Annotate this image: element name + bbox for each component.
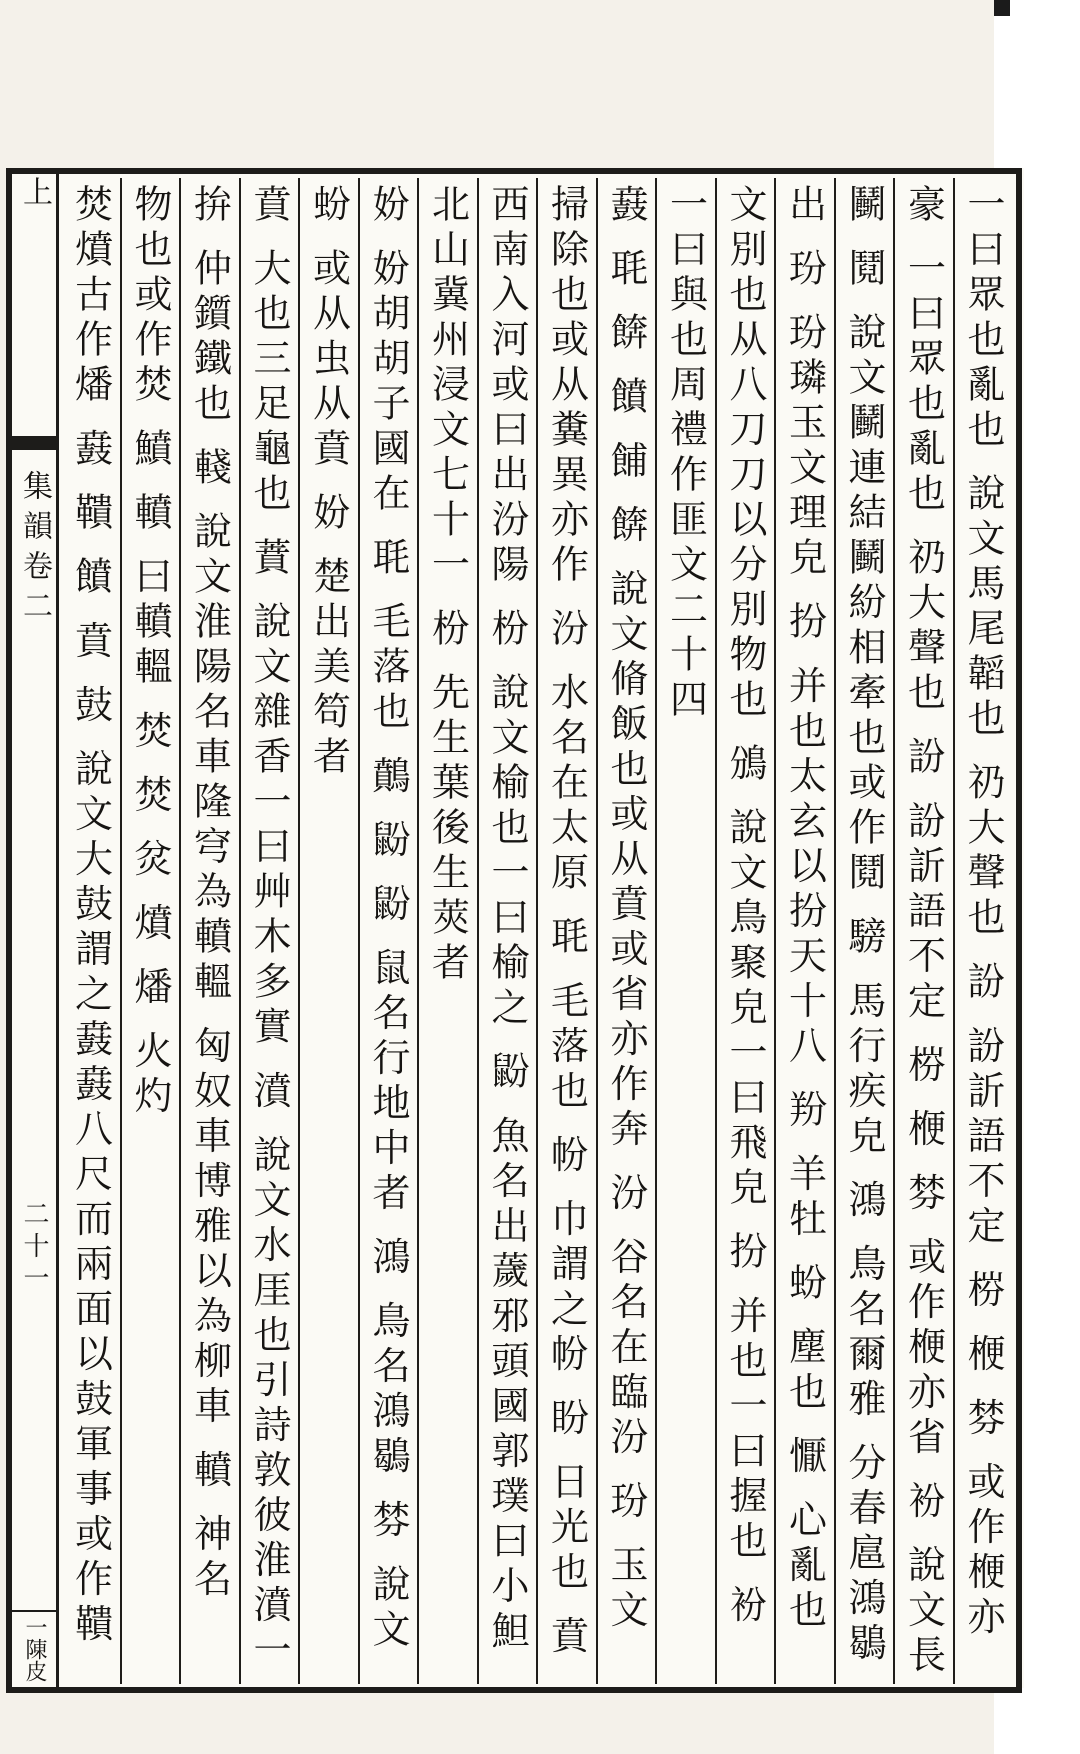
book-title: 集韻卷二 <box>17 470 52 630</box>
text-column-12: 蚡 或从虫从賁 妢 楚出美笱者 <box>298 178 358 1684</box>
frame-bottom-border <box>6 1687 1022 1693</box>
chapter-mark: 上 <box>17 176 52 214</box>
text-column-10: 北山冀州浸文七十一 枌 先生葉後生莢者 <box>417 178 477 1684</box>
text-column-14: 拚 仲鑕鐵也 輚 說文淮陽名車隆穹為轒轀 匈奴車博雅以為柳車 轒 神名 <box>179 178 239 1684</box>
frame-top-border <box>6 168 1022 174</box>
text-column-4: 出 玢 玢璘玉文理皃 扮 并也太玄以扮天十八 羒 羊牡 蚡 塵也 懨 心亂也 <box>774 178 834 1684</box>
text-column-2: 豪 一曰眾也亂也 礽大聲也 訜 訜訢語不定 梤 楩 棼 或作楩亦省 衯 說文長 <box>893 178 953 1684</box>
colophon: 一陳皮 <box>12 1610 56 1686</box>
frame-right-border <box>1016 168 1022 1693</box>
fishtail-mark <box>12 436 56 450</box>
scan-corner-mark <box>994 0 1010 16</box>
folio-number: 二十一 <box>19 1200 49 1296</box>
text-column-1: 一曰眾也亂也 說文馬尾韜也 礽大聲也 訜 訜訢語不定 梤 楩 棼 或作楩亦 <box>953 178 1013 1684</box>
text-area <box>60 178 1012 1684</box>
text-column-13: 賁 大也三足龜也 蕡 說文雜香一曰艸木多實 濆 說文水厓也引詩敦彼淮濆一 <box>239 178 299 1684</box>
text-column-8: 掃除也或从糞異亦作 汾 水名在太原 毦 毛落也 帉 巾謂之帉 盼 日光也 賁 <box>536 178 596 1684</box>
text-column-7: 鼖 毦 餴 饙 餔 餴 說文脩飯也或从賁或省亦作奔 汾 谷名在臨汾 玢 玉文 <box>596 178 656 1684</box>
text-column-6: 一曰與也周禮作匪文二十四 <box>655 178 715 1684</box>
text-column-3: 鬭 鬩 說文鬭連結鬭紛相牽也或作鬩 騯 馬行疾皃 鴻 鳥名爾雅 分春扈鴻鶡 <box>834 178 894 1684</box>
text-column-5: 文別也从八刀刀以分別物也 鳻 說文鳥聚皃一曰飛皃 扮 并也一曰握也 衯 <box>715 178 775 1684</box>
text-column-9: 西南入河或曰出汾陽 枌 說文榆也一曰榆之 鼢 魚名出薉邪頭國郭璞曰小䱇 <box>477 178 537 1684</box>
text-column-16: 焚燌古作燔 鼖 鞼 饙 賁 鼓 說文大鼓謂之鼖鼖八尺而兩面以鼓軍事或作鞼 <box>68 184 113 1649</box>
center-fold-column <box>12 174 59 1687</box>
text-column-11: 妢 妢胡胡子國在 毦 毛落也 䴅 鼢 鼢 鼠名行地中者 鴻 鳥名鴻鶡 棼 說文 <box>358 178 418 1684</box>
text-column-15: 物也或作焚 鱝 轒 曰轒轀 焚 焚 炃 燌 燔 火灼 <box>120 178 180 1684</box>
